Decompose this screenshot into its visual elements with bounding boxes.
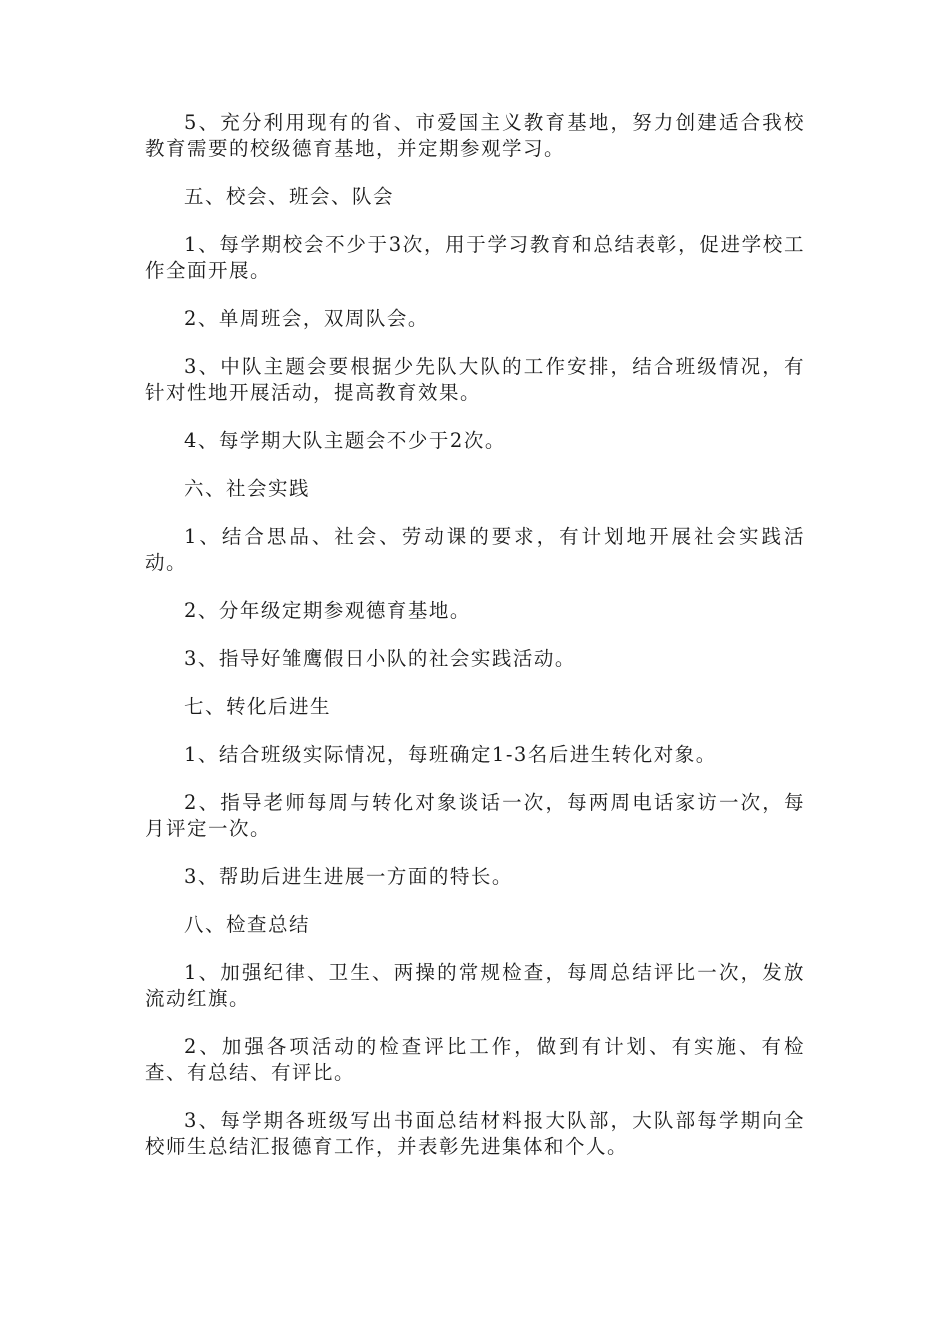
document-body (145, 110, 805, 1182)
paragraph-school-meeting: 1、每学期校会不少于3次，用于学习教育和总结表彰，促进学校工作全面开展。 (145, 233, 805, 282)
paragraph-visit-base: 2、分年级定期参观德育基地。 (184, 599, 471, 622)
section-heading-inspection-summary: 八、检查总结 (184, 913, 311, 936)
paragraph-brigade-theme-meeting: 4、每学期大队主题会不少于2次。 (184, 429, 506, 452)
paragraph-develop-strength: 3、帮助后进生进展一方面的特长。 (184, 865, 513, 888)
paragraph-teacher-talks: 2、指导老师每周与转化对象谈话一次，每两周电话家访一次，每月评定一次。 (145, 791, 805, 840)
paragraph-squad-theme-meeting: 3、中队主题会要根据少先队大队的工作安排，结合班级情况，有针对性地开展活动，提高教育效果。 (145, 355, 805, 404)
paragraph-transform-targets: 1、结合班级实际情况，每班确定1-3名后进生转化对象。 (184, 743, 717, 766)
paragraph-holiday-squad: 3、指导好雏鹰假日小队的社会实践活动。 (184, 647, 576, 670)
paragraph-activity-evaluation: 2、加强各项活动的检查评比工作，做到有计划、有实施、有检查、有总结、有评比。 (145, 1035, 805, 1084)
paragraph-semester-report: 3、每学期各班级写出书面总结材料报大队部，大队部每学期向全校师生总结汇报德育工作，并表彰先进集体和个人。 (145, 1109, 805, 1158)
paragraph-routine-inspection: 1、加强纪律、卫生、两操的常规检查，每周总结评比一次，发放流动红旗。 (145, 961, 805, 1010)
paragraph-item-5-base: 5、充分利用现有的省、市爱国主义教育基地，努力创建适合我校教育需要的校级德育基地，并定期参观学习。 (145, 111, 805, 160)
section-heading-social-practice: 六、社会实践 (184, 477, 311, 500)
paragraph-class-meeting: 2、单周班会，双周队会。 (184, 307, 429, 330)
paragraph-practice-plan: 1、结合思品、社会、劳动课的要求，有计划地开展社会实践活动。 (145, 525, 805, 574)
section-heading-transform-students: 七、转化后进生 (184, 695, 332, 718)
section-heading-meetings: 五、校会、班会、队会 (184, 185, 395, 208)
